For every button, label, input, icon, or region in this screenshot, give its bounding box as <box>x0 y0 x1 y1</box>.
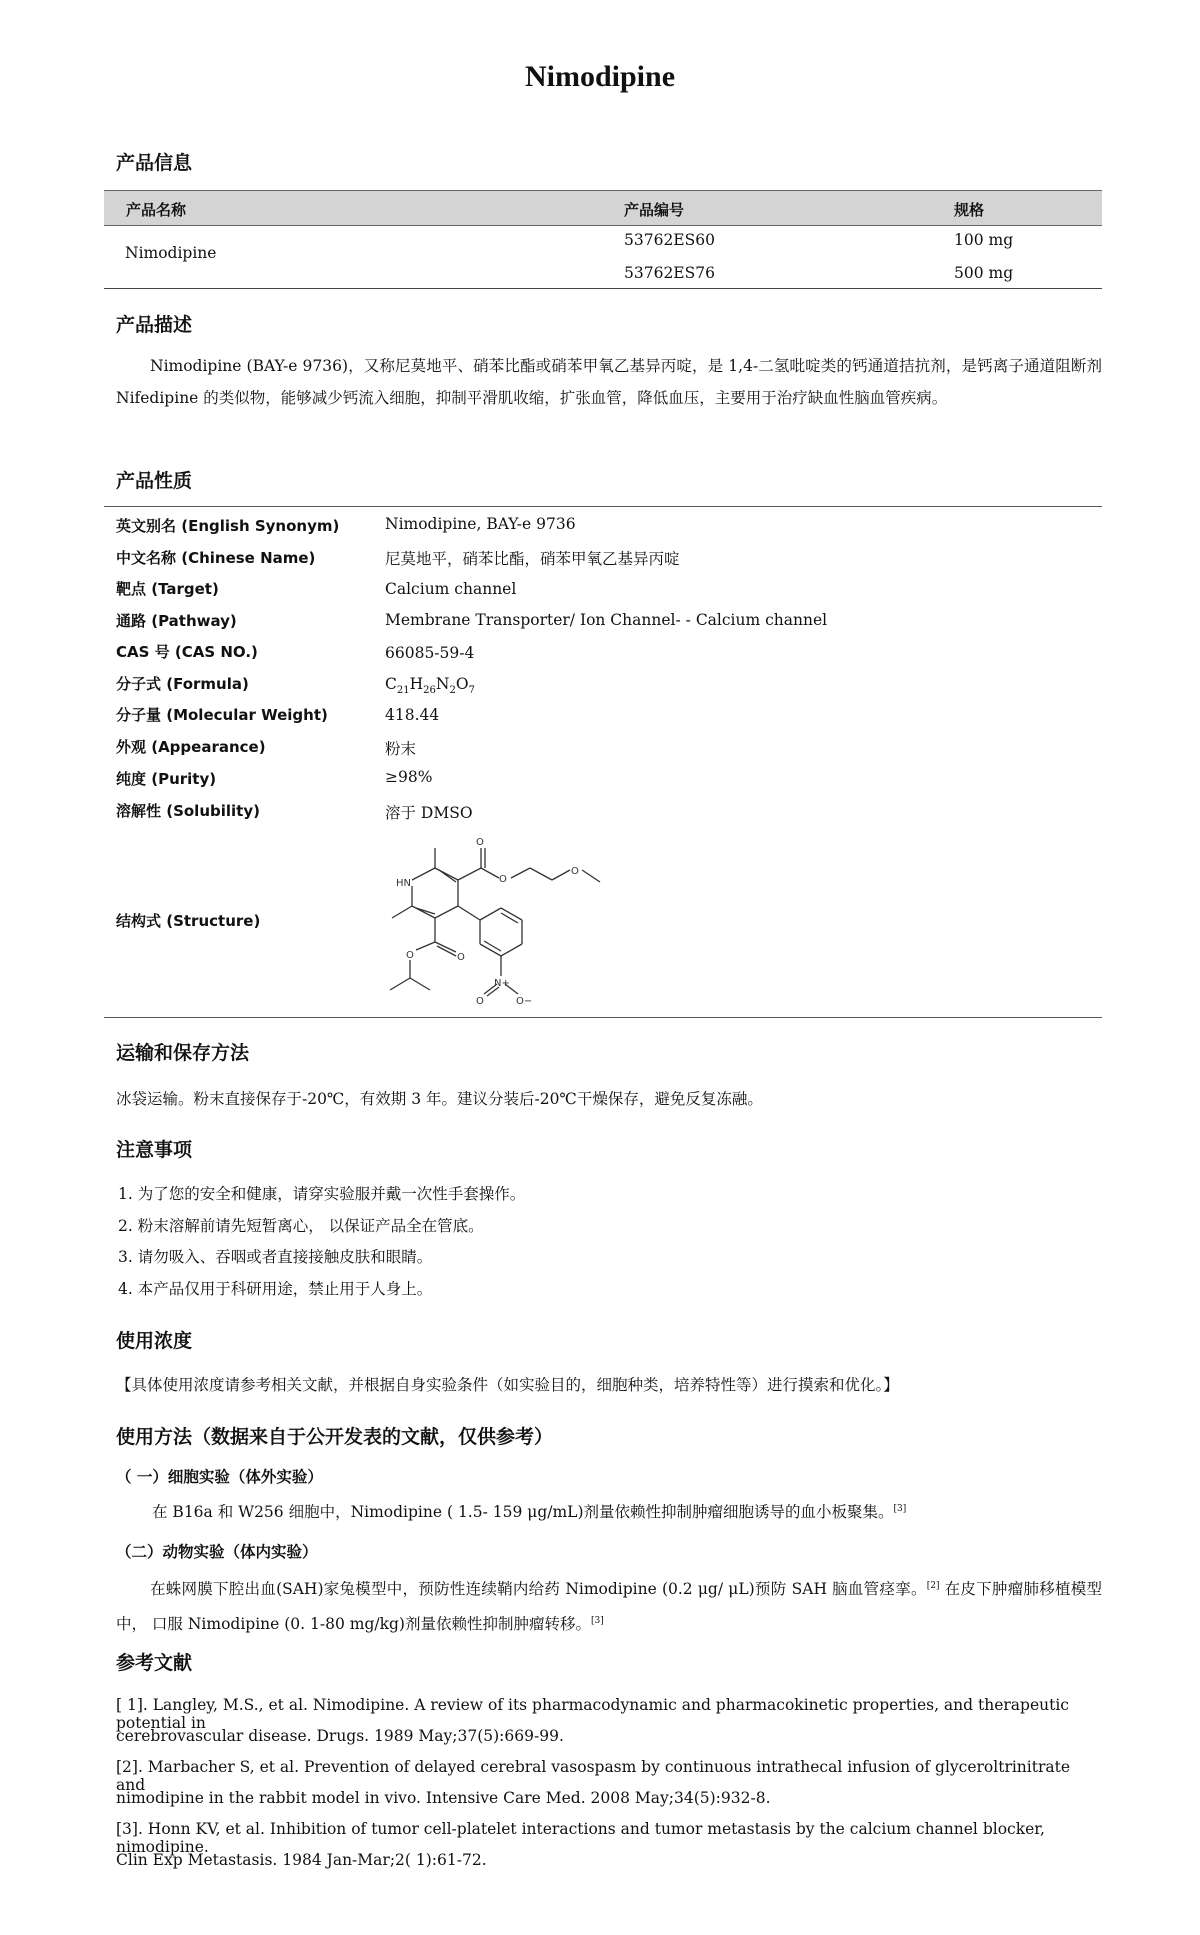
description-heading: 产品描述 <box>116 314 193 336</box>
property-label: 分子式 (Formula) <box>116 675 249 693</box>
structure-atom-o: O <box>499 874 507 885</box>
note-item: 3. 请勿吸入、吞咽或者直接接触皮肤和眼睛。 <box>118 1248 433 1266</box>
structure-atom-n-plus: N+ <box>494 978 510 989</box>
property-label: 溶解性 (Solubility) <box>116 802 260 820</box>
animal-experiment-body: 在蛛网膜下腔出血(SAH)家兔模型中，预防性连续鞘内给药 Nimodipine (0.2 μg/ μL)预防 SAH 脑血管痉挛。 <box>150 1580 927 1599</box>
reference-line: cerebrovascular disease. Drugs. 1989 May;37(5):669-99. <box>116 1727 564 1745</box>
note-item: 4. 本产品仅用于科研用途，禁止用于人身上。 <box>118 1280 433 1298</box>
animal-experiment-heading: （二）动物实验（体内实验） <box>116 1543 318 1561</box>
note-item: 2. 粉末溶解前请先短暂离心， 以保证产品全在管底。 <box>118 1217 484 1235</box>
structure-atom-o: O <box>476 837 484 848</box>
table-bottom-rule <box>104 288 1102 289</box>
property-value: 418.44 <box>385 706 440 724</box>
product-table-header <box>104 190 1102 226</box>
property-value: Membrane Transporter/ Ion Channel- - Calcium channel <box>385 611 828 629</box>
column-header-name: 产品名称 <box>126 201 187 219</box>
column-header-spec: 规格 <box>954 201 985 219</box>
citation-ref: [2] <box>926 1581 940 1591</box>
product-info-heading: 产品信息 <box>116 152 193 174</box>
property-label: 纯度 (Purity) <box>116 770 217 788</box>
structure-atom-o: O <box>457 952 465 963</box>
product-code-cell: 53762ES60 <box>624 231 715 249</box>
molecular-formula: $C_{21}H_{26}N_2O_7$ <box>385 675 475 697</box>
citation-ref: [3] <box>590 1616 604 1627</box>
reference-line: [2]. Marbacher S, et al. Prevention of delayed cerebral vasospasm by continuous intrathecal infusion of glyceroltrinitrate and <box>116 1758 1071 1794</box>
properties-bottom-rule <box>104 1017 1102 1018</box>
property-value: ≥98% <box>385 768 433 786</box>
animal-experiment-text <box>116 1570 1102 1640</box>
column-header-code: 产品编号 <box>624 201 685 219</box>
product-code-cell: 53762ES76 <box>624 264 715 282</box>
notes-heading: 注意事项 <box>116 1139 193 1161</box>
storage-text: 冰袋运输。粉末直接保存于-20℃，有效期 3 年。建议分装后-20℃干燥保存，避免反复冻融。 <box>116 1090 763 1108</box>
cell-experiment-body: 在 B16a 和 W256 细胞中，Nimodipine ( 1.5- 159 μg/mL)剂量依赖性抑制肿瘤细胞诱导的血小板聚集。 <box>152 1503 894 1521</box>
concentration-heading: 使用浓度 <box>116 1330 193 1352</box>
reference-line: nimodipine in the rabbit model in vivo. Intensive Care Med. 2008 May;34(5):932-8. <box>116 1789 771 1807</box>
property-value: 66085-59-4 <box>385 644 475 662</box>
product-name-cell: Nimodipine <box>125 244 217 262</box>
reference-line: [3]. Honn KV, et al. Inhibition of tumor cell-platelet interactions and tumor metastasis by the calcium channel blocker, nimodipine. <box>116 1820 1045 1856</box>
property-label: 分子量 (Molecular Weight) <box>116 706 328 724</box>
property-label: 通路 (Pathway) <box>116 612 237 630</box>
note-item: 1. 为了您的安全和健康，请穿实验服并戴一次性手套操作。 <box>118 1185 526 1203</box>
concentration-text: 【具体使用浓度请参考相关文献，并根据自身实验条件（如实验目的，细胞种类，培养特性等）进行摸索和优化。】 <box>116 1376 899 1394</box>
properties-heading: 产品性质 <box>116 470 193 492</box>
storage-heading: 运输和保存方法 <box>116 1042 250 1064</box>
property-value: 尼莫地平，硝苯比酯，硝苯甲氧乙基异丙啶 <box>385 550 680 568</box>
product-spec-cell: 100 mg <box>954 231 1014 249</box>
property-label: 英文别名 (English Synonym) <box>116 517 340 535</box>
structure-atom-o-minus: O− <box>516 996 533 1007</box>
cell-experiment-heading: （ 一）细胞实验（体外实验） <box>116 1468 323 1486</box>
property-value: Nimodipine, BAY-e 9736 <box>385 515 576 533</box>
usage-heading: 使用方法（数据来自于公开发表的文献，仅供参考） <box>116 1426 554 1448</box>
property-label: 外观 (Appearance) <box>116 738 266 756</box>
citation-ref: [3] <box>893 1503 907 1514</box>
structure-atom-o: O <box>476 996 484 1007</box>
structure-label: 结构式 (Structure) <box>116 912 261 930</box>
product-spec-cell: 500 mg <box>954 264 1014 282</box>
property-label: 靶点 (Target) <box>116 580 219 598</box>
property-value: 粉末 <box>385 740 417 758</box>
cell-experiment-text <box>152 1500 906 1522</box>
property-value: Calcium channel <box>385 580 517 598</box>
property-label: 中文名称 (Chinese Name) <box>116 549 316 567</box>
property-value: 溶于 DMSO <box>385 804 473 822</box>
structure-atom-o: O <box>406 950 414 961</box>
page-title: Nimodipine <box>524 60 676 93</box>
properties-top-rule <box>104 506 1102 507</box>
reference-line: [ 1]. Langley, M.S., et al. Nimodipine. A review of its pharmacodynamic and pharmacokinetic properties, and therapeutic potential in <box>116 1696 1069 1732</box>
reference-line: Clin Exp Metastasis. 1984 Jan-Mar;2( 1):61-72. <box>116 1851 487 1869</box>
references-heading: 参考文献 <box>116 1652 193 1674</box>
chemical-structure-diagram <box>380 832 620 1012</box>
animal-experiment-body: 在皮下肿瘤肺移植模型中， 口服 Nimodipine (0. 1-80 mg/kg)剂量依赖性抑制肿瘤转移。 <box>116 1580 1102 1634</box>
structure-atom-hn: HN <box>396 878 411 889</box>
structure-atom-o: O <box>571 866 579 877</box>
description-text: Nimodipine (BAY-e 9736)，又称尼莫地平、硝苯比酯或硝苯甲氧乙基异丙啶，是 1,4-二氢吡啶类的钙通道拮抗剂，是钙离子通道阻断剂 Nifedipine 的类似物，能够减少钙流入细胞，抑制平滑肌收缩，扩张血管，降低血压，主要用于治疗缺血性脑血管疾病。 <box>116 357 1102 407</box>
property-label: CAS 号 (CAS NO.) <box>116 643 258 661</box>
